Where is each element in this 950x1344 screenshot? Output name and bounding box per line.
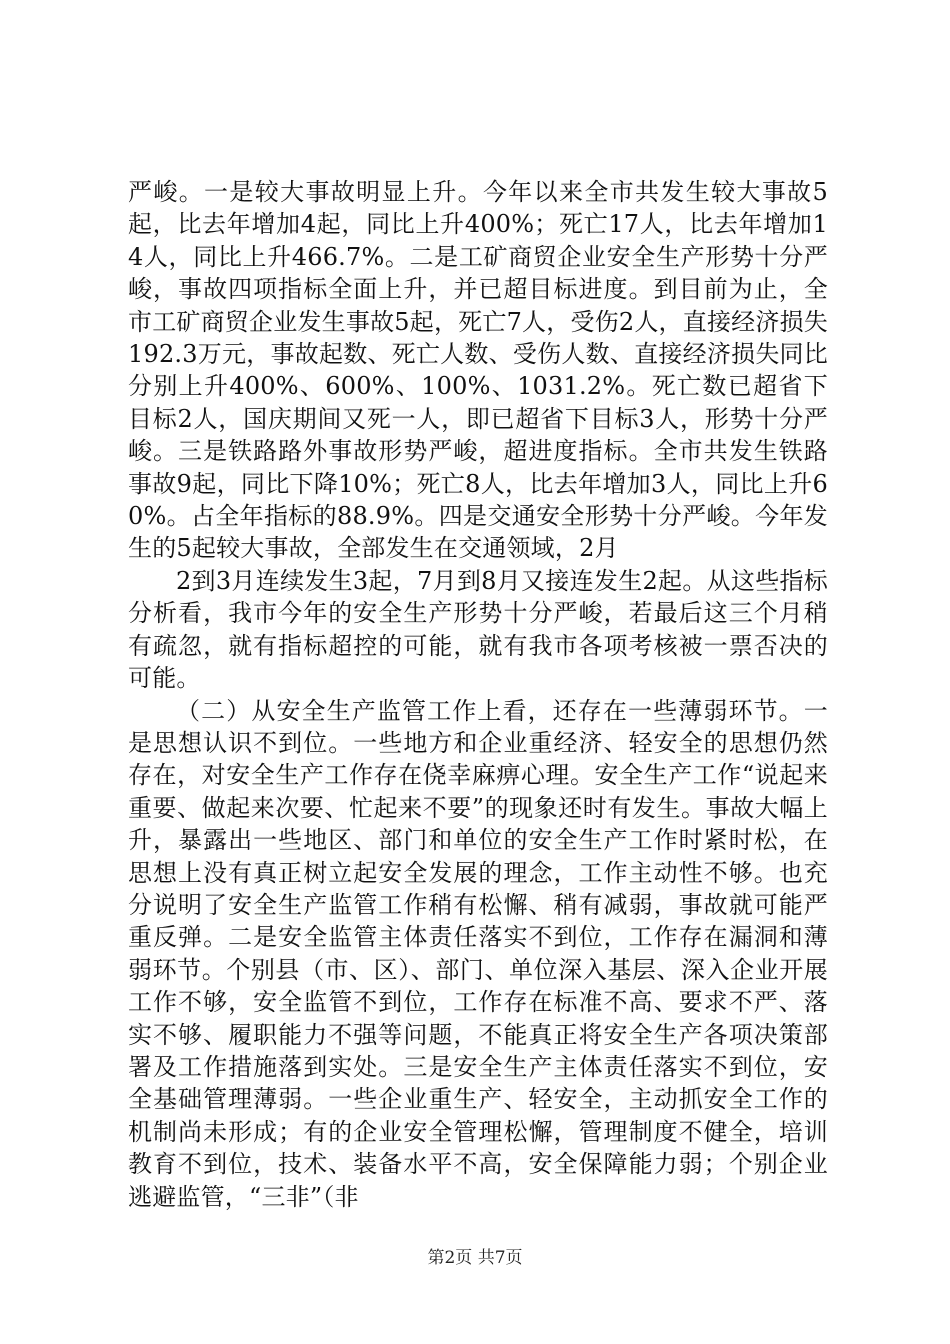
paragraph-indicator-analysis: 2到3月连续发生3起，7月到8月又接连发生2起。从这些指标分析看，我市今年的安全生产形势十分严峻，若最后这三个月稍有疏忽，就有指标超控的可能，就有我市各项考核被一票否决的可能。	[128, 566, 828, 693]
paragraph-accident-statistics: 严峻。一是较大事故明显上升。今年以来全市共发生较大事故5起，比去年增加4起，同比上升400%；死亡17人，比去年增加14人，同比上升466.7%。二是工矿商贸企业安全生产形势十分严峻，事故四项指标全面上升，并已超目标进度。到目前为止，全市工矿商贸企业发生事故5起，死亡7人，受伤2人，直接经济损失192.3万元，事故起数、死亡人数、受伤人数、直接经济损失同比分别上升400%、600%、100%、1031.2%。死亡数已超省下目标2人，国庆期间又死一人，即已超省下目标3人，形势十分严峻。三是铁路路外事故形势严峻，超进度指标。全市共发生铁路事故9起，同比下降10%；死亡8人，比去年增加3人，同比上升60%。占全年指标的88.9%。四是交通安全形势十分严峻。今年发生的5起较大事故，全部发生在交通领域，2月	[128, 178, 828, 563]
page-footer: 第2页 共7页	[427, 1248, 523, 1268]
paragraph-supervision-weaknesses: （二）从安全生产监管工作上看，还存在一些薄弱环节。一是思想认识不到位。一些地方和企业重经济、轻安全的思想仍然存在，对安全生产工作存在侥幸麻痹心理。安全生产工作“说起来重要、做起来次要、忙起来不要”的现象还时有发生。事故大幅上升，暴露出一些地区、部门和单位的安全生产工作时紧时松，在思想上没有真正树立起安全发展的理念，工作主动性不够。也充分说明了安全生产监管工作稍有松懈、稍有减弱，事故就可能严重反弹。二是安全监管主体责任落实不到位，工作存在漏洞和薄弱环节。个别县（市、区）、部门、单位深入基层、深入企业开展工作不够，安全监管不到位，工作存在标准不高、要求不严、落实不够、履职能力不强等问题，不能真正将安全生产各项决策部署及工作措施落到实处。三是安全生产主体责任落实不到位，安全基础管理薄弱。一些企业重生产、轻安全，主动抓安全工作的机制尚未形成；有的企业安全管理松懈，管理制度不健全，培训教育不到位，技术、装备水平不高，安全保障能力弱；个别企业逃避监管，“三非”（非	[128, 696, 828, 1211]
document-body	[128, 176, 828, 1213]
